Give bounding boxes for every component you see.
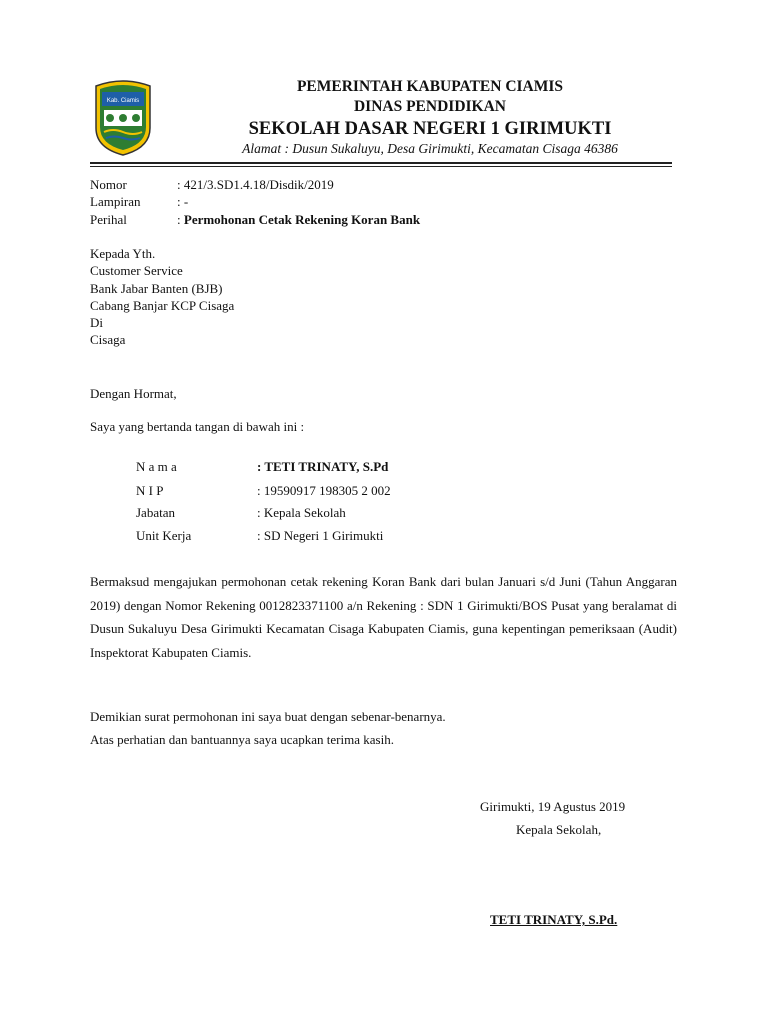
letterhead-government: PEMERINTAH KABUPATEN CIAMIS [296, 78, 564, 95]
recipient-line: Customer Service [90, 263, 183, 278]
signer-value-nip: : 19590917 198305 2 002 [257, 483, 391, 498]
recipient-line: Kepada Yth. [90, 246, 156, 261]
emblem-text: Kab. Ciamis [106, 98, 140, 104]
signer-label-unit: Unit Kerja [136, 528, 192, 543]
signature-place-date: Girimukti, 19 Agustus 2019 [480, 799, 626, 814]
closing-line: Atas perhatian dan bantuannya saya ucapkan terima kasih. [90, 732, 394, 747]
letterhead-department: DINAS PENDIDIKAN [353, 98, 506, 115]
meta-label-perihal: Perihal [90, 212, 127, 227]
meta-label-lampiran: Lampiran [90, 194, 141, 209]
recipient-line: Bank Jabar Banten (BJB) [90, 281, 223, 296]
signer-label-nama: N a m a [136, 459, 177, 474]
body-paragraph: Bermaksud mengajukan permohonan cetak rekening Koran Bank dari bulan Januari s/d Juni (Tahun Anggaran 2019) dengan Nomor Rekening 0012823371100 a/n Rekening : SDN 1 Girimukti/BOS Pusat yang beralamat di Dusun Sukaluyu Desa Girimukti Kecamatan Cisaga Kabupaten Ciamis, guna kepentingan pemeriksaan (Audit) Inspektorat Kabupaten Ciamis. [90, 574, 677, 660]
closing-line: Demikian surat permohonan ini saya buat dengan sebenar-benarnya. [90, 709, 446, 724]
signature-name: TETI TRINATY, S.Pd. [490, 912, 618, 927]
recipient-line: Cabang Banjar KCP Cisaga [90, 298, 235, 313]
recipient-line: Di [90, 315, 103, 330]
signer-value-jabatan: : Kepala Sekolah [257, 505, 346, 520]
perihal-subject: Permohonan Cetak Rekening Koran Bank [183, 212, 421, 227]
greeting: Dengan Hormat, [90, 386, 177, 401]
letterhead-divider [90, 162, 672, 167]
signer-label-jabatan: Jabatan [136, 505, 175, 520]
perihal-colon: : [177, 212, 184, 227]
meta-value-perihal [177, 212, 420, 228]
recipient-line: Cisaga [90, 332, 126, 347]
signer-value-nama: : TETI TRINATY, S.Pd [257, 459, 389, 474]
meta-value-nomor: : 421/3.SD1.4.18/Disdik/2019 [177, 177, 334, 192]
signer-label-nip: N I P [136, 483, 164, 498]
intro-text: Saya yang bertanda tangan di bawah ini : [90, 419, 305, 434]
meta-value-lampiran: : - [177, 194, 189, 209]
letterhead-address: Alamat : Dusun Sukaluyu, Desa Girimukti, Kecamatan Cisaga 46386 [242, 141, 618, 156]
letterhead-school: SEKOLAH DASAR NEGERI 1 GIRIMUKTI [248, 119, 612, 139]
signature-title: Kepala Sekolah, [516, 822, 602, 837]
meta-label-nomor: Nomor [90, 177, 127, 192]
signer-value-unit: : SD Negeri 1 Girimukti [257, 528, 384, 543]
